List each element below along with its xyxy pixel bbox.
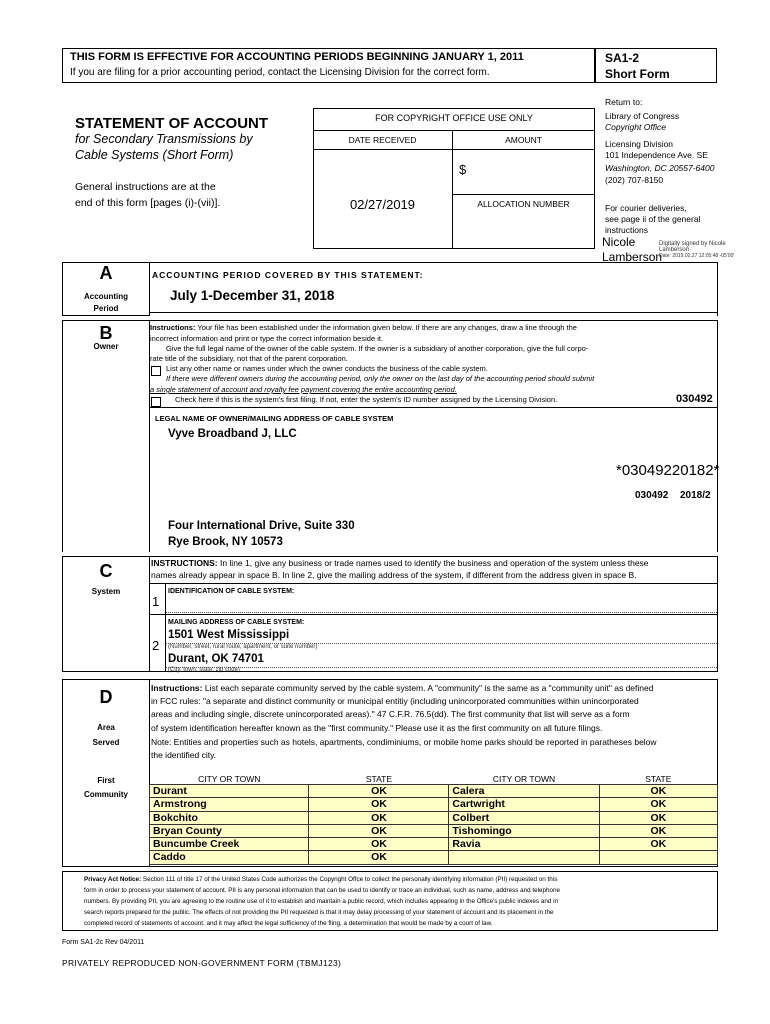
title-sub2: Cable Systems (Short Form) <box>75 148 234 162</box>
form-type: Short Form <box>605 67 670 81</box>
community-city-cell[interactable]: Calera <box>449 785 599 798</box>
reproduced-notice: PRIVATELY REPRODUCED NON-GOVERNMENT FORM (TBMJ123) <box>62 958 342 968</box>
community-row <box>150 824 718 837</box>
community-row <box>150 851 718 864</box>
id-code: 030492 <box>635 490 669 501</box>
courier-line-2: see page ii of the general <box>605 214 701 224</box>
col-city-1: CITY OR TOWN <box>198 774 261 784</box>
section-a-label-1: Accounting <box>84 292 128 301</box>
col-state-1: STATE <box>365 774 393 784</box>
digital-sig-2: Lamberson <box>659 247 690 253</box>
col-state-2: STATE <box>645 774 672 784</box>
community-row <box>150 798 718 811</box>
signature-last: Lamberson <box>602 250 663 264</box>
community-state-cell[interactable]: OK <box>309 851 449 864</box>
community-row <box>150 785 718 798</box>
header-divider <box>594 48 596 83</box>
office-use-heading: FOR COPYRIGHT OFFICE USE ONLY <box>375 113 533 123</box>
effective-line: THIS FORM IS EFFECTIVE FOR ACCOUNTING PERIODS BEGINNING JANUARY 1, 2011 <box>70 51 524 63</box>
line-2-number: 2 <box>152 638 160 653</box>
section-d-instr-2: in FCC rules: "a separate and distinct community or municipal entitiy (including unincorporated communities within unincorporated <box>151 696 639 706</box>
section-b-instr-8: Check here if this is the system's first filing. If not, enter the system's ID number assigned by the Licensing Division. <box>175 395 558 404</box>
identification-line[interactable] <box>166 612 717 613</box>
community-city-cell[interactable]: Buncumbe Creek <box>150 838 309 851</box>
community-table <box>149 774 718 865</box>
privacy-line-2: form in order to process your statement of account. PII is any personal information that can be used to identify or trace an individual, such as name, address and telephone <box>84 887 561 894</box>
return-line-4: 101 Independence Ave. SE <box>605 150 708 160</box>
community-state-cell[interactable]: OK <box>309 785 449 798</box>
community-state-cell[interactable]: OK <box>599 798 717 811</box>
other-names-checkbox[interactable] <box>151 366 161 376</box>
title-sub1: for Secondary Transmissions by <box>75 132 253 146</box>
community-city-cell[interactable]: Caddo <box>150 851 309 864</box>
community-state-cell[interactable]: OK <box>599 838 717 851</box>
signature-first: Nicole <box>602 235 636 249</box>
community-city-cell[interactable]: Tishomingo <box>449 824 599 837</box>
return-line-6: (202) 707-8150 <box>605 175 664 185</box>
first-community-label-2: Community <box>84 790 128 799</box>
city-hint: (City, town, state, zip code) <box>168 667 240 673</box>
street-hint: (Number, street, rural route, apartment, or suite number) <box>168 644 318 650</box>
first-filing-checkbox[interactable] <box>151 397 161 407</box>
section-c-instr-2: names already appear in space B. In line 2, give the mailing address of the system, if different from the address given in space B. <box>151 570 637 580</box>
identification-label: IDENTIFICATION OF CABLE SYSTEM: <box>168 588 295 595</box>
courier-line-3: instructions <box>605 225 648 235</box>
section-b-tab <box>62 320 150 552</box>
section-d-label-2: Served <box>92 738 120 747</box>
section-c-label: System <box>91 587 121 596</box>
community-state-cell[interactable]: OK <box>309 798 449 811</box>
courier-line-1: For courier deliveries, <box>605 203 687 213</box>
form-code: SA1-2 <box>605 51 640 65</box>
community-city-cell[interactable]: Bokchito <box>150 811 309 824</box>
section-a-letter: A <box>99 263 113 283</box>
community-city-cell[interactable]: Armstrong <box>150 798 309 811</box>
section-d-instr-6: the identified city. <box>151 750 217 760</box>
allocation-label: ALLOCATION NUMBER <box>477 199 570 209</box>
barcode-text: *03049220182* <box>616 462 720 479</box>
privacy-line-3: numbers. By providing PII, you are agreeing to the routine use of it to establish and maintain a public record, which includes appearing in the Office's public indexes and in <box>84 898 558 905</box>
privacy-line-4: search reports prepared for the public. The effects of not providing the PII requested is that it may delay processing of your statement of account and its placement in the <box>84 909 554 916</box>
owner-name: Vyve Broadband J, LLC <box>168 428 297 440</box>
section-d-instr-5: Note: Entities and properties such as hotels, apartments, condiminiums, or mobile home parks should be reported in paratheses below <box>151 737 657 747</box>
community-city-cell[interactable]: Durant <box>150 785 309 798</box>
community-state-cell[interactable]: OK <box>599 824 717 837</box>
community-state-cell[interactable]: OK <box>309 838 449 851</box>
prior-period-note: If you are filing for a prior accounting period, contact the Licensing Division for the correct form. <box>70 67 490 78</box>
digital-sig-3: Date: 2019.02.27 12:05:48 -05'00' <box>659 253 735 259</box>
first-community-label-1: First <box>97 776 115 785</box>
return-line-2: Copyright Office <box>605 122 666 132</box>
community-city-cell[interactable]: Colbert <box>449 811 599 824</box>
page-title: STATEMENT OF ACCOUNT <box>75 115 269 132</box>
community-state-cell[interactable]: OK <box>309 824 449 837</box>
digital-sig-1: Digitally signed by Nicole <box>659 241 726 247</box>
community-row <box>150 838 718 851</box>
return-line-1: Library of Congress <box>605 111 680 121</box>
section-b-instr-1: Instructions: Your file has been established under the information given below. If there are any changes, draw a line through the <box>150 323 577 332</box>
section-a-label-2: Period <box>93 304 119 313</box>
return-line-5: Washington, DC 20557-6400 <box>605 163 715 173</box>
instructions-note-2: end of this form [pages (i)-(vii)]. <box>75 197 221 209</box>
section-d-instr-4: of system identification hereafter known as the "first community." Please use it as the first community on all future filings. <box>151 723 603 733</box>
system-city: Durant, OK 74701 <box>168 653 264 665</box>
return-line-3: Licensing Division <box>605 139 674 149</box>
mailing-label: MAILING ADDRESS OF CABLE SYSTEM: <box>168 619 305 626</box>
section-d-label-1: Area <box>97 723 115 732</box>
amount-dollar: $ <box>459 162 467 177</box>
accounting-period-heading: ACCOUNTING PERIOD COVERED BY THIS STATEMENT: <box>152 270 424 280</box>
section-b-instr-5: List any other name or names under which the owner conducts the business of the cable system. <box>166 364 488 373</box>
system-id-number: 030492 <box>676 393 713 405</box>
section-b-instr-2: incorrect information and print or type the correct information beside it. <box>150 334 384 343</box>
section-b-instr-7: a single statement of account and royalty fee payment covering the entire accounting period. <box>150 385 457 394</box>
date-received-label: DATE RECEIVED <box>348 135 417 145</box>
section-d-letter: D <box>99 687 113 707</box>
community-table-header <box>150 774 718 785</box>
instructions-note-1: General instructions are at the <box>75 181 216 193</box>
legal-name-label: LEGAL NAME OF OWNER/MAILING ADDRESS OF CABLE SYSTEM <box>155 414 394 423</box>
owner-address-2: Rye Brook, NY 10573 <box>168 536 283 548</box>
community-city-cell[interactable]: Cartwright <box>449 798 599 811</box>
date-received-value: 02/27/2019 <box>349 197 416 212</box>
community-city-cell[interactable]: Bryan County <box>150 824 309 837</box>
section-d-instr-1: Instructions: List each separate community served by the cable system. A "community" is the same as a "community unit" as defined <box>151 683 654 693</box>
section-b-instr-4: rate title of the subsidiary, not that of the parent corporation. <box>150 354 348 363</box>
amount-label: AMOUNT <box>505 135 542 145</box>
privacy-line-5: completed record of statements of account, and it may affect the legal sufficiency of the fling, a determination that would be made by a court of law. <box>84 920 493 927</box>
community-state-cell[interactable]: OK <box>309 811 449 824</box>
accounting-period-value: July 1-December 31, 2018 <box>170 288 335 303</box>
section-b-instr-3: Give the full legal name of the owner of the cable system. If the owner is a subsidiary of another corporation, give the full corpo- <box>166 344 589 353</box>
community-state-cell[interactable]: OK <box>599 785 717 798</box>
community-city-cell[interactable]: Ravia <box>449 838 599 851</box>
section-b-instr-6: If there were different owners during the accounting period, only the owner on the last day of the accounting period should submit <box>166 374 595 383</box>
community-row <box>150 811 718 824</box>
community-state-cell[interactable] <box>599 851 717 864</box>
owner-address-1: Four International Drive, Suite 330 <box>168 520 355 532</box>
return-to-label: Return to: <box>605 97 643 107</box>
section-d-instr-3: areas and including single, discrete unincorporated areas)." 47 C.F.R. 76.5(dd). The first community that list will serve as a form <box>151 709 630 719</box>
period-code: 2018/2 <box>680 490 711 501</box>
privacy-line-1: Privacy Act Notice: Section 111 of title 17 of the United States Code authorizes the Copyright Offce to collect the personally identifying information (PII) requested on this <box>84 876 558 883</box>
community-state-cell[interactable]: OK <box>599 811 717 824</box>
section-c-letter: C <box>99 561 113 581</box>
line-1-number: 1 <box>152 594 160 609</box>
section-b-letter: B <box>99 323 113 343</box>
system-street: 1501 West Mississippi <box>168 629 290 641</box>
col-city-2: CITY OR TOWN <box>492 774 556 784</box>
section-c-instr-1: INSTRUCTIONS: In line 1, give any business or trade names used to identify the business and operation of the system unless these <box>151 558 649 568</box>
form-revision: Form SA1-2c Rev 04/2011 <box>62 939 145 946</box>
community-table-body <box>150 785 718 865</box>
community-city-cell[interactable] <box>449 851 599 864</box>
section-b-label: Owner <box>93 342 119 351</box>
